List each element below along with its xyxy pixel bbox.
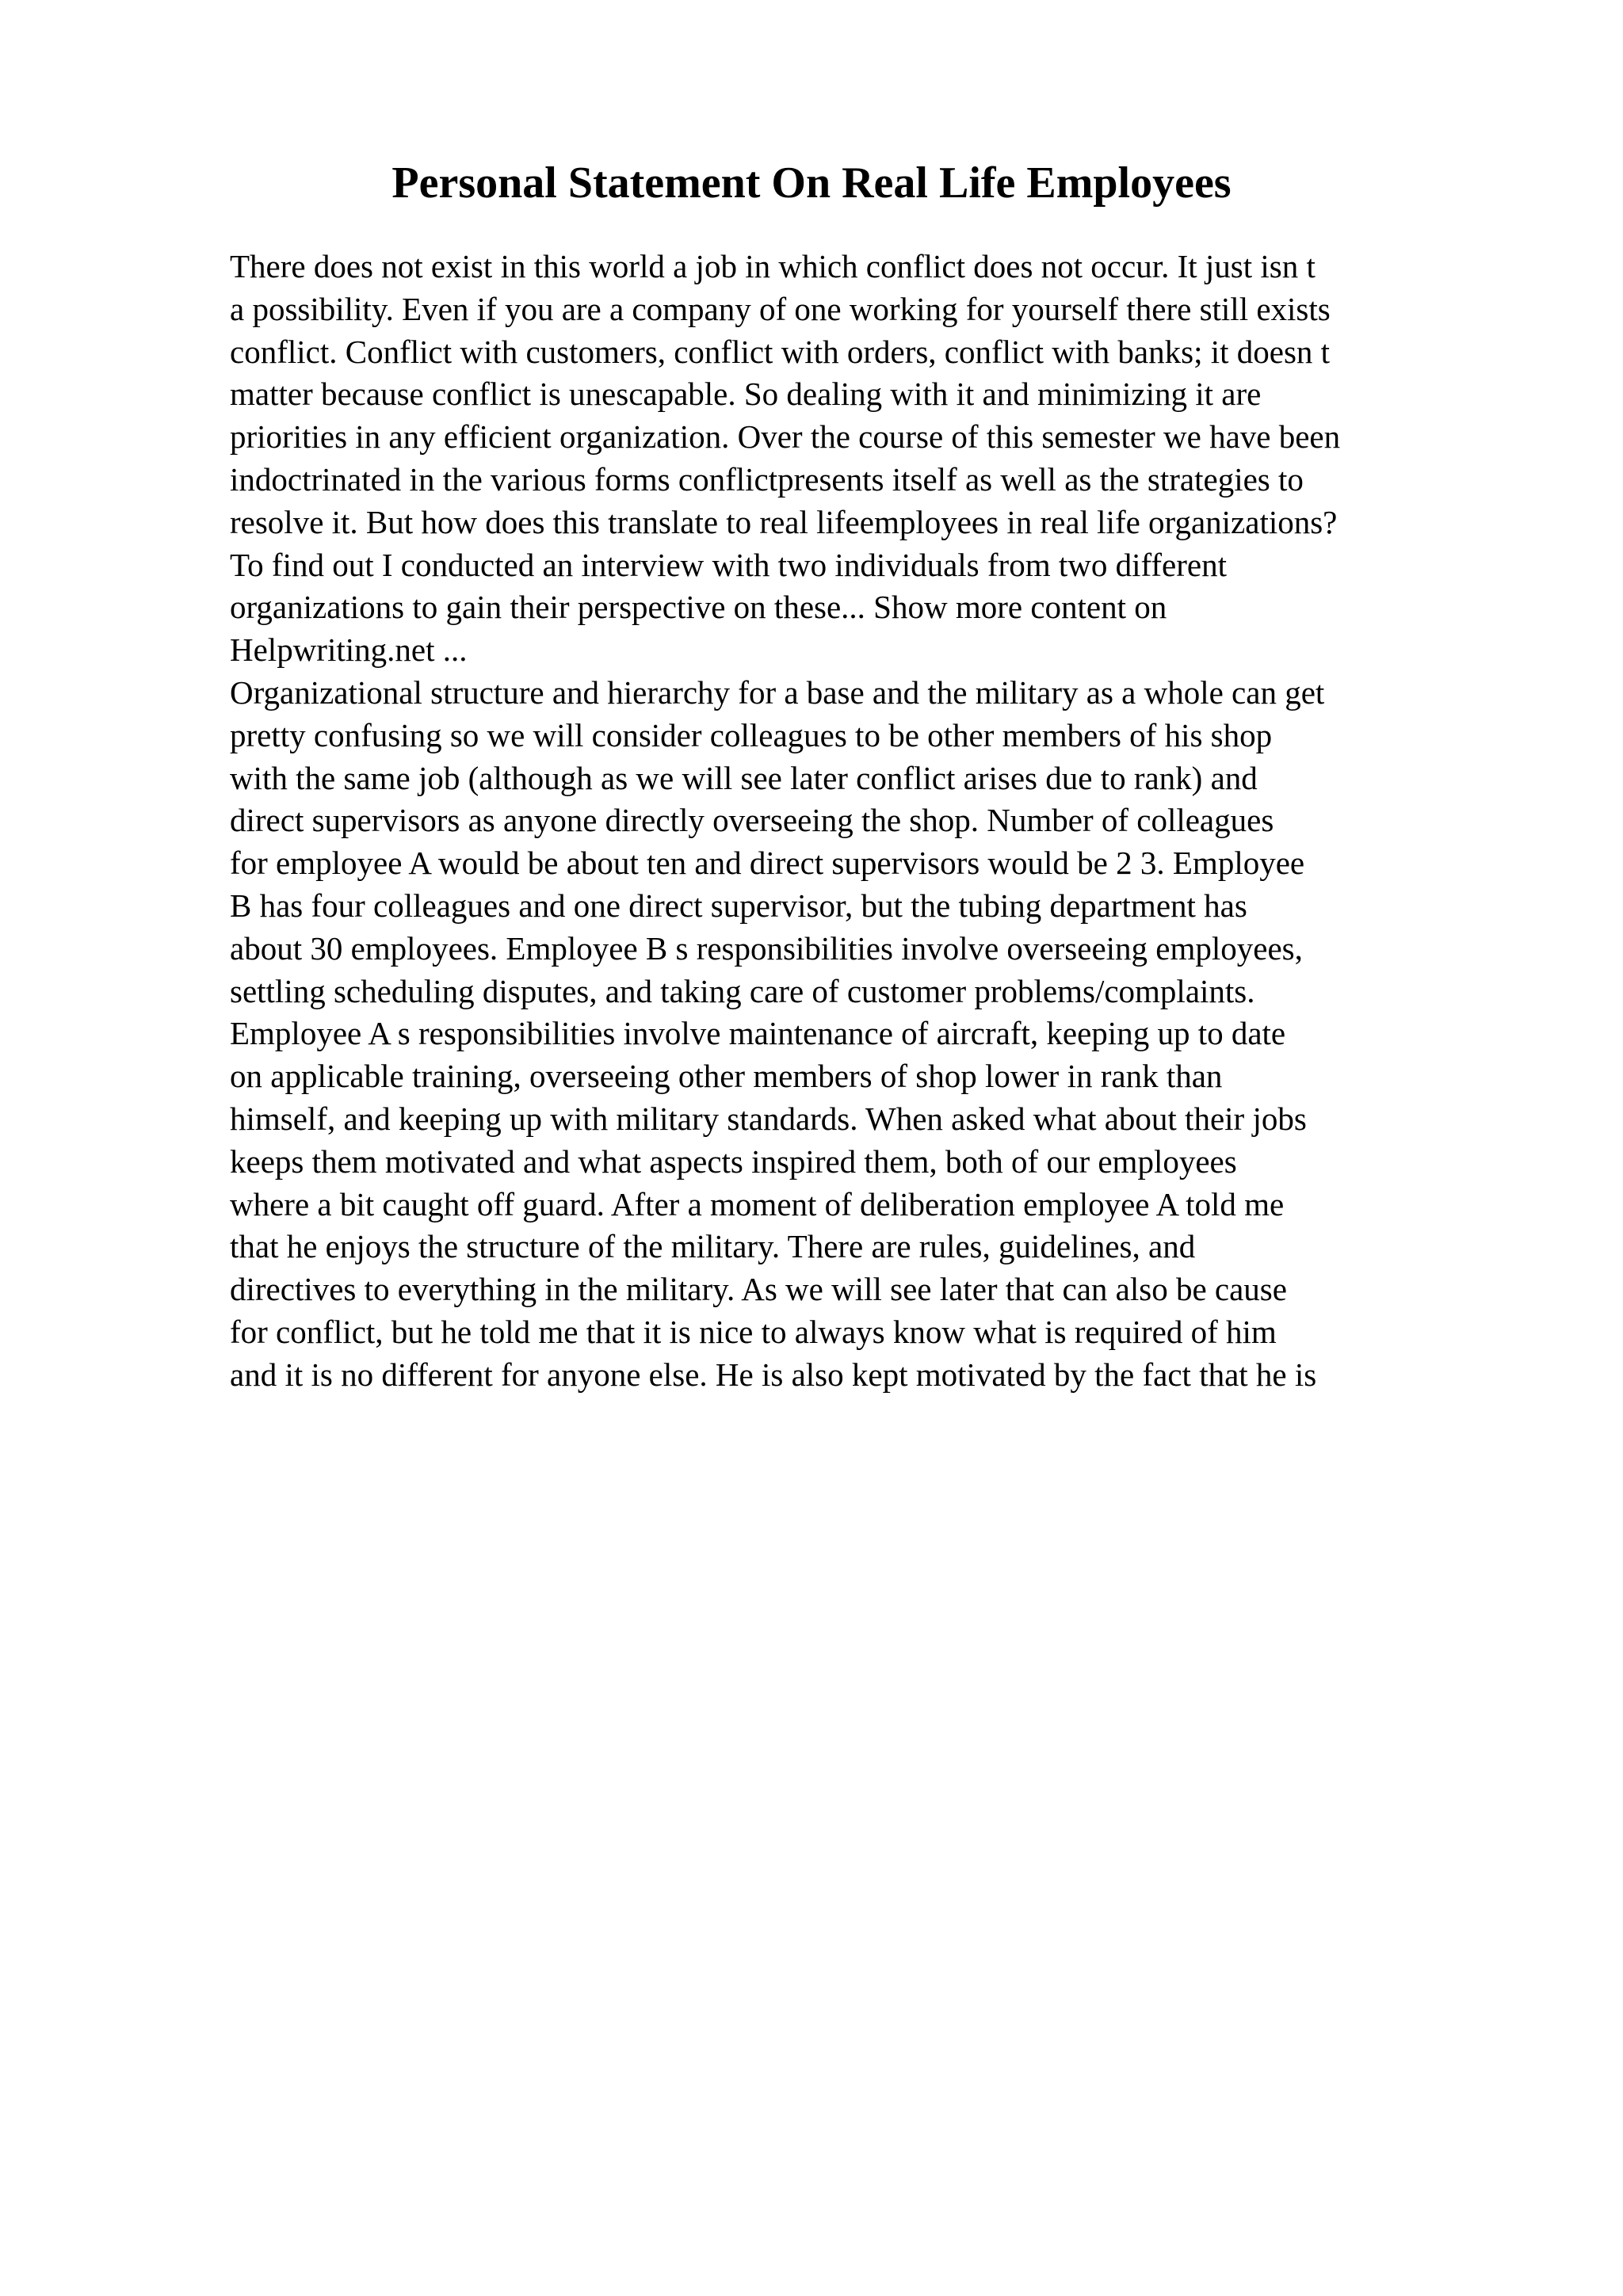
body-line: pretty confusing so we will consider colleagues to be other members of his shop — [230, 716, 1273, 753]
body-line: Helpwriting.net ... — [230, 631, 468, 669]
body-line: settling scheduling disputes, and taking care of customer problems/complaints. — [230, 972, 1255, 1009]
document-title: Personal Statement On Real Life Employees — [391, 158, 1232, 208]
body-line: organizations to gain their perspective on these... Show more content on — [230, 589, 1167, 626]
body-line: indoctrinated in the various forms conflictpresents itself as well as the strategies to — [230, 460, 1304, 498]
body-line: direct supervisors as anyone directly overseeing the shop. Number of colleagues — [230, 802, 1274, 839]
body-line: Employee A s responsibilities involve maintenance of aircraft, keeping up to date — [230, 1015, 1286, 1052]
body-line: To find out I conducted an interview with two individuals from two different — [230, 546, 1227, 583]
body-line: with the same job (although as we will see later conflict arises due to rank) and — [230, 759, 1258, 796]
body-line: Organizational structure and hierarchy for a base and the military as a whole can get — [230, 673, 1325, 711]
body-line: conflict. Conflict with customers, conflict with orders, conflict with banks; it doesn t — [230, 333, 1331, 370]
document-body — [230, 246, 1514, 1397]
body-line: priorities in any efficient organization. Over the course of this semester we have been — [230, 418, 1341, 456]
body-line: There does not exist in this world a job in which conflict does not occur. It just isn t — [230, 248, 1316, 284]
body-line: about 30 employees. Employee B s responsibilities involve overseeing employees, — [230, 929, 1303, 967]
body-line: for conflict, but he told me that it is nice to always know what is required of him — [230, 1313, 1277, 1350]
body-line: where a bit caught off guard. After a moment of deliberation employee A told me — [230, 1185, 1285, 1222]
body-line: on applicable training, overseeing other members of shop lower in rank than — [230, 1058, 1223, 1095]
body-line: for employee A would be about ten and direct supervisors would be 2 3. Employee — [230, 845, 1305, 882]
body-line: B has four colleagues and one direct supervisor, but the tubing department has — [230, 887, 1247, 924]
body-line: matter because conflict is unescapable. So dealing with it and minimizing it are — [230, 376, 1262, 413]
body-line: resolve it. But how does this translate to real lifeemployees in real life organizations? — [230, 503, 1338, 540]
body-line: directives to everything in the military. As we will see later that can also be cause — [230, 1271, 1287, 1308]
body-line: that he enjoys the structure of the military. There are rules, guidelines, and — [230, 1228, 1196, 1265]
body-line: himself, and keeping up with military standards. When asked what about their jobs — [230, 1100, 1307, 1137]
body-line: keeps them motivated and what aspects inspired them, both of our employees — [230, 1142, 1237, 1180]
body-line: and it is no different for anyone else. He is also kept motivated by the fact that he is — [230, 1356, 1317, 1393]
body-line: a possibility. Even if you are a company of one working for yourself there still exists — [230, 290, 1331, 327]
